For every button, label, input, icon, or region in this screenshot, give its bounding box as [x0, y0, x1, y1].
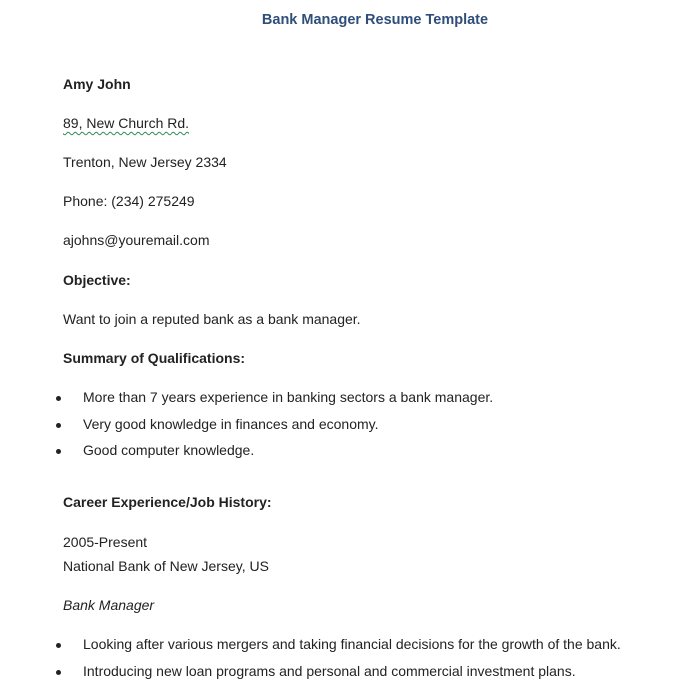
document-title: Bank Manager Resume Template — [261, 12, 489, 28]
objective-text: Want to join a reputed bank as a bank manager. — [63, 311, 361, 327]
bullet-icon — [56, 423, 61, 428]
employer-name: National Bank of New Jersey, US — [63, 558, 269, 574]
experience-heading: Career Experience/Job History: — [63, 494, 272, 510]
job-role: Bank Manager — [63, 597, 155, 613]
qualification-text: More than 7 years experience in banking sectors a bank manager. — [83, 389, 494, 405]
bullet-icon — [56, 396, 61, 401]
address-line-1-text: 89, New Church Rd. — [63, 115, 190, 131]
qualification-text: Good computer knowledge. — [83, 442, 255, 458]
job-period: 2005-Present — [63, 534, 148, 550]
qualification-text: Very good knowledge in finances and economy. — [83, 416, 379, 432]
qualifications-heading: Summary of Qualifications: — [63, 350, 246, 366]
bullet-icon — [56, 449, 61, 454]
phone-number: Phone: (234) 275249 — [63, 193, 195, 209]
bullet-icon — [56, 643, 61, 648]
duty-text: Looking after various mergers and taking financial decisions for the growth of the bank. — [83, 636, 621, 652]
address-line-1 — [63, 115, 189, 131]
email-address: ajohns@youremail.com — [63, 232, 210, 248]
duty-text: Introducing new loan programs and personal and commercial investment plans. — [83, 663, 576, 679]
objective-heading: Objective: — [63, 272, 131, 288]
applicant-name: Amy John — [63, 76, 131, 92]
address-line-2: Trenton, New Jersey 2334 — [63, 154, 227, 170]
bullet-icon — [56, 670, 61, 675]
